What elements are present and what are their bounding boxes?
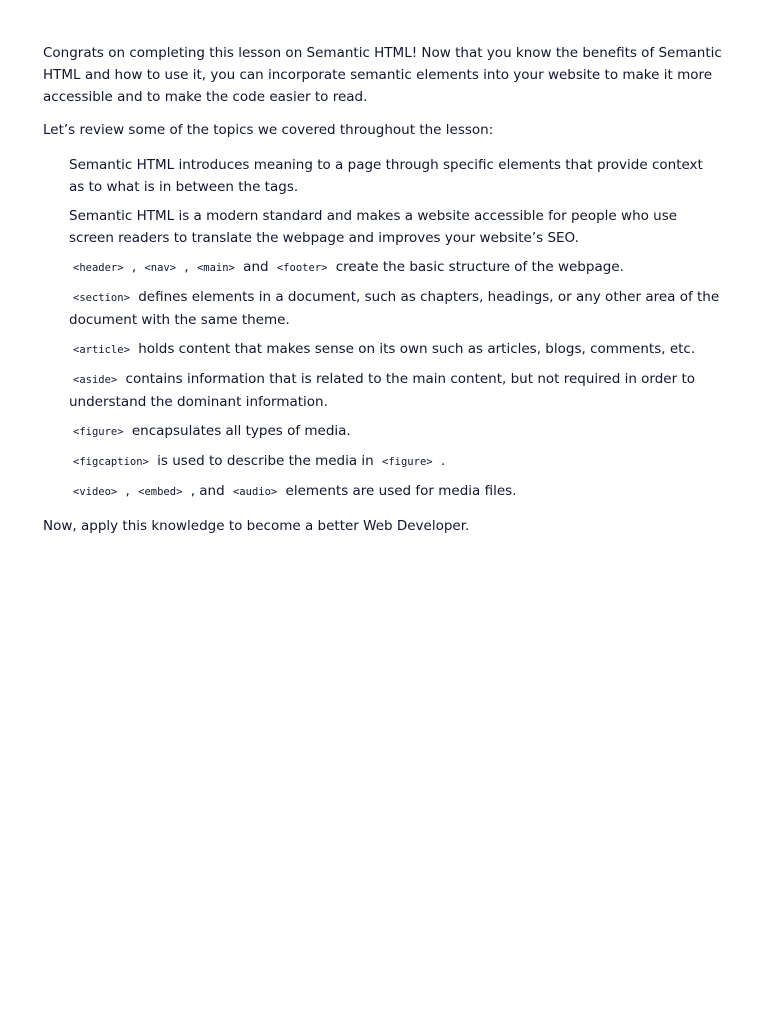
list-item [69,286,722,331]
topic-text: Semantic HTML introduces meaning to a page through specific elements that provide context as to what is in between the tags. [69,157,703,195]
code-video: <video> [73,486,118,498]
topic-text: defines elements in a document, such as chapters, headings, or any other area of the document with the same theme. [69,289,720,328]
topic-text: contains information that is related to the main content, but not required in order to understand the dominant information. [69,371,696,410]
code-embed: <embed> [138,486,183,498]
intro-paragraph: Congrats on completing this lesson on Semantic HTML! Now that you know the benefits of Semantic HTML and how to use it, you can incorporate semantic elements into your website to make it more accessible and to make the code easier to read. [43,45,722,105]
review-lead-paragraph: Let’s review some of the topics we covered throughout the lesson: [43,122,494,138]
code-footer: <footer> [276,262,328,274]
topic-text: elements are used for media files. [281,483,517,499]
code-figcaption: <figcaption> [73,456,149,468]
list-item [69,450,722,473]
separator: and [238,259,273,275]
code-audio: <audio> [232,486,278,498]
code-figure: <figure> [382,456,433,468]
list-item [69,154,722,198]
code-article: <article> [73,344,130,356]
topics-list [43,154,722,503]
code-main: <main> [196,262,235,274]
list-item [69,256,722,279]
list-item [69,368,722,413]
closing-paragraph: Now, apply this knowledge to become a better Web Developer. [43,518,470,534]
topic-text: Semantic HTML is a modern standard and makes a website accessible for people who use screen readers to translate the webpage and improves your website’s SEO. [69,208,678,246]
separator: , and [186,483,229,499]
code-section: <section> [73,292,130,304]
separator: , [121,483,135,499]
topic-text: create the basic structure of the webpage. [331,259,624,275]
topic-text: holds content that makes sense on its own such as articles, blogs, comments, etc. [133,341,696,357]
code-aside: <aside> [73,374,118,386]
code-header: <header> [73,262,124,274]
code-nav: <nav> [144,262,177,274]
list-item [69,338,722,361]
list-item [69,205,722,249]
separator: , [180,259,193,275]
list-item [69,420,722,443]
topic-text: encapsulates all types of media. [127,423,351,439]
list-item [69,480,722,503]
topic-text: is used to describe the media in [152,453,379,469]
code-figure: <figure> [73,426,124,438]
topic-text-end: . [436,453,446,469]
separator: , [127,259,141,275]
